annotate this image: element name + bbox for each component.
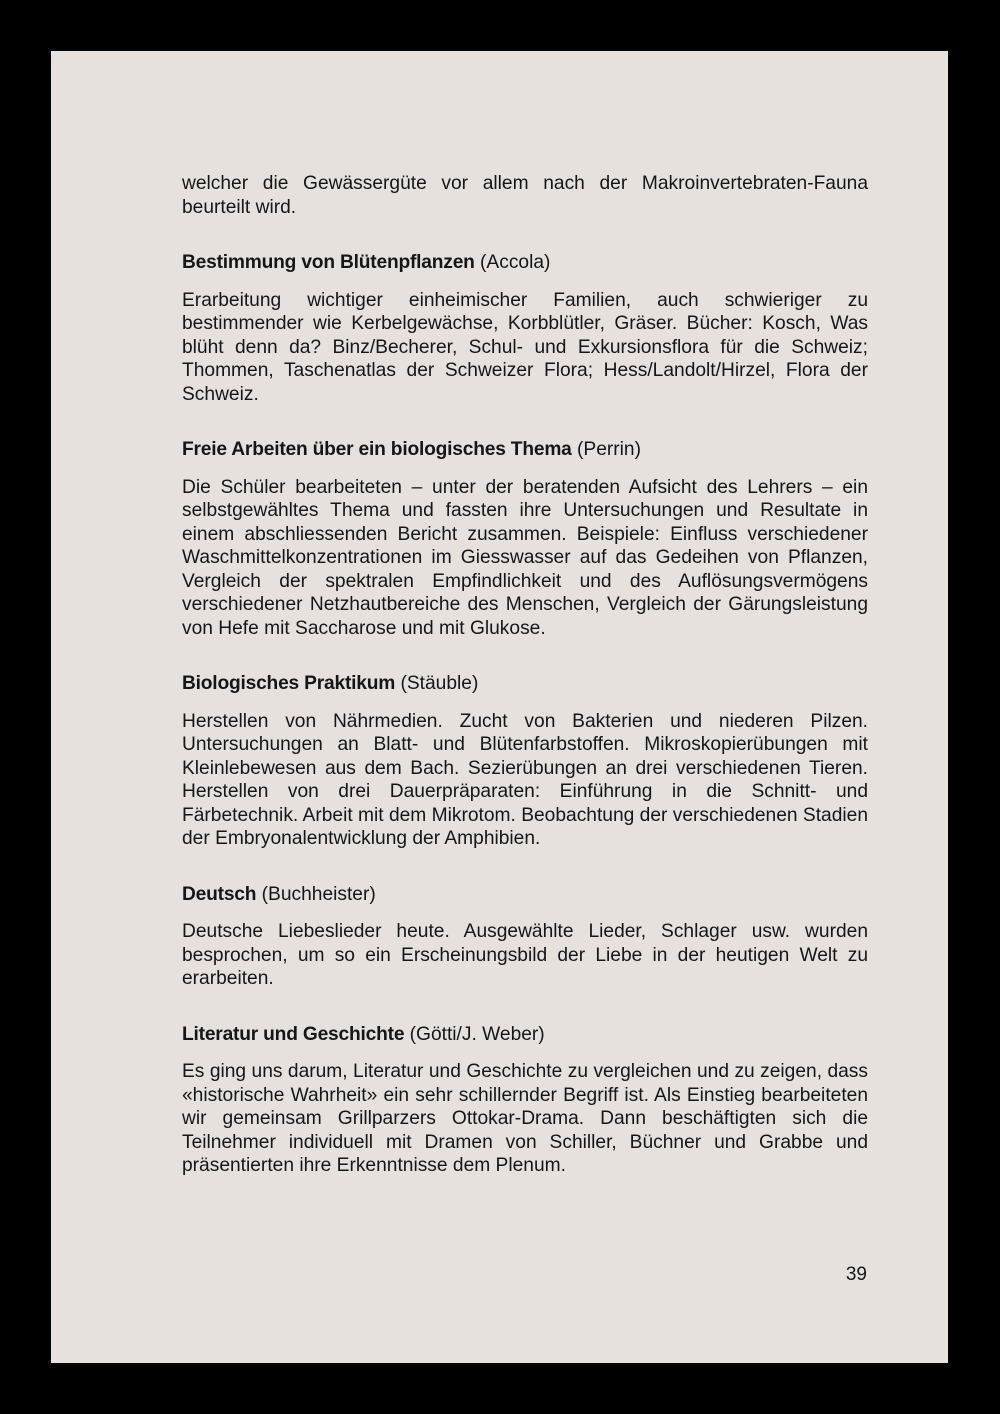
page-number: 39	[845, 1264, 867, 1285]
section-teacher: (Perrin)	[577, 439, 641, 460]
section-deutsch	[182, 883, 868, 991]
section-heading	[182, 883, 868, 907]
intro-paragraph: welcher die Gewässergüte vor allem nach der Makroinvertebraten-Fauna beurteilt wird.	[182, 173, 868, 218]
section-title: Freie Arbeiten über ein biologisches Thema	[182, 439, 572, 460]
section-biologisches-praktikum	[182, 672, 868, 851]
section-heading	[182, 438, 868, 462]
section-bestimmung-von-bluetenpflanzen	[182, 251, 868, 406]
section-teacher: (Stäuble)	[400, 673, 479, 694]
section-heading	[182, 1023, 868, 1047]
page-content	[182, 172, 868, 1178]
section-title: Deutsch	[182, 883, 257, 905]
section-body: Die Schüler bearbeiteten – unter der beratenden Aufsicht des Lehrers – ein selbstgewähltes Thema und fassten ihre Untersuchungen und Resultate in einem abschliessenden Bericht zusammen. Beispiele: Einfluss verschiedener Waschmittelkonzentrationen im Giesswasser auf das Gedeihen von Pflanzen, Vergleich der spektralen Empfindlichkeit und des Auflösungsvermögens verschiedener Netzhautbereiche des Menschen, Vergleich der Gärungsleistung von Hefe mit Saccharose und mit Glukose.	[182, 476, 868, 639]
section-title: Bestimmung von Blütenpflanzen	[182, 252, 475, 273]
section-body: Erarbeitung wichtiger einheimischer Familien, auch schwieriger zu bestimmender wie Kerbelgewächse, Korbblütler, Gräser. Bücher: Kosch, Was blüht denn da? Binz/Becherer, Schul- und Exkursionsflora für die Schweiz; Thommen, Taschenatlas der Schweizer Flora; Hess/Landolt/Hirzel, Flora der Schweiz.	[182, 289, 868, 405]
section-teacher: (Götti/J. Weber)	[409, 1023, 545, 1045]
section-title: Biologisches Praktikum	[182, 673, 396, 694]
section-freie-arbeiten	[182, 438, 868, 640]
section-title: Literatur und Geschichte	[182, 1023, 405, 1045]
section-teacher: (Accola)	[480, 252, 551, 273]
section-teacher: (Buchheister)	[261, 883, 376, 905]
section-body: Deutsche Liebeslieder heute. Ausgewählte Lieder, Schlager usw. wurden besprochen, um so ein Erscheinungsbild der Liebe in der heutigen Welt zu erarbeiten.	[182, 921, 868, 989]
section-heading	[182, 251, 868, 275]
section-heading	[182, 672, 868, 696]
section-literatur-und-geschichte	[182, 1023, 868, 1178]
section-body: Es ging uns darum, Literatur und Geschichte zu vergleichen und zu zeigen, dass «historische Wahrheit» ein sehr schillernder Begriff ist. Als Einstieg bearbeiteten wir gemeinsam Grillparzers Ottokar-Drama. Dann beschäftigten sich die Teilnehmer individuell mit Dramen von Schiller, Büchner und Grabbe und präsentierten ihre Erkenntnisse dem Plenum.	[182, 1061, 868, 1176]
section-body: Herstellen von Nährmedien. Zucht von Bakterien und niederen Pilzen. Untersuchungen an Blatt- und Blütenfarbstoffen. Mikroskopierübungen mit Kleinlebewesen aus dem Bach. Sezierübungen an drei verschiedenen Tieren. Herstellen von drei Dauerpräparaten: Einführung in die Schnitt- und Färbetechnik. Arbeit mit dem Mikrotom. Beobachtung der verschiedenen Stadien der Embryonalentwicklung der Amphibien.	[182, 710, 868, 849]
document-page	[51, 51, 948, 1363]
